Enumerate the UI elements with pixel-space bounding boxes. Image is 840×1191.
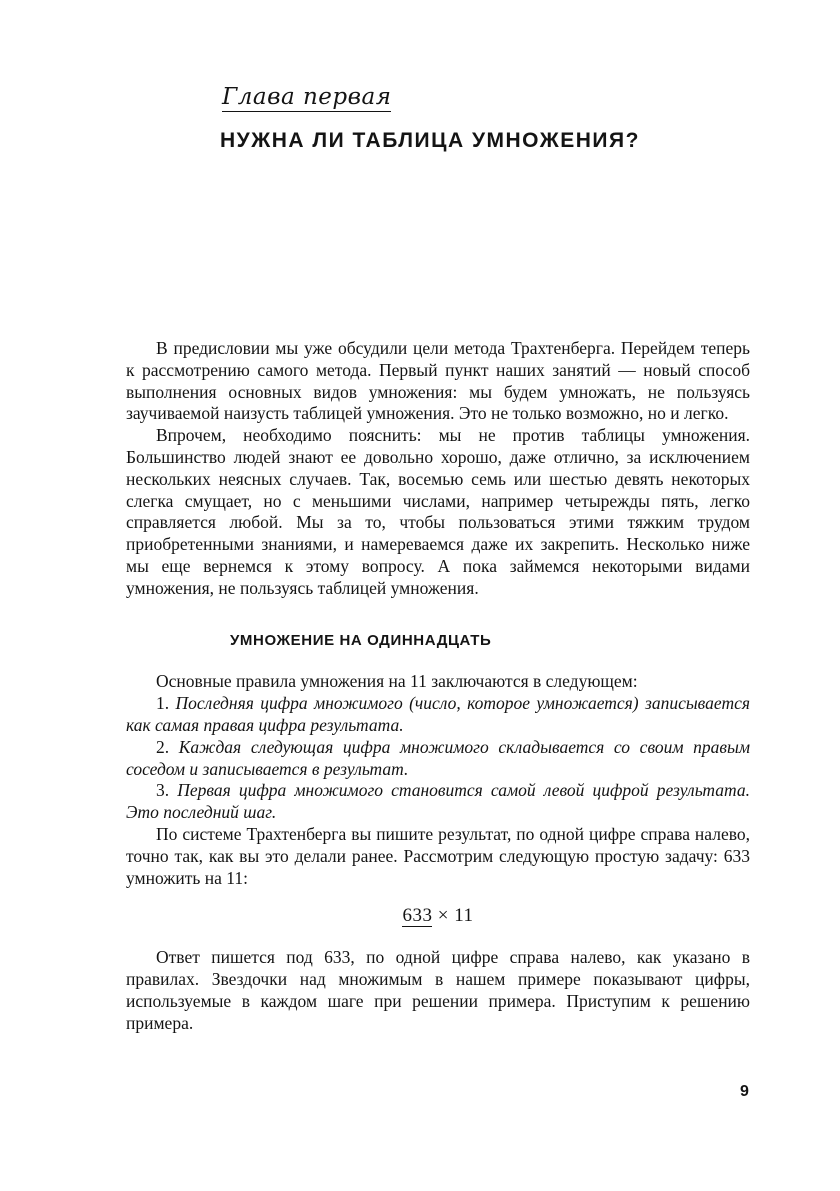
rule-2-text: Каждая следующая цифра множимого складывается со своим правым соседом и записывается в результат. xyxy=(126,736,751,779)
rule-3-number: 3. xyxy=(156,780,170,801)
rule-3 xyxy=(126,780,750,824)
formula-multiplicand: 633 xyxy=(402,905,433,927)
formula-multiplier: 11 xyxy=(454,905,474,927)
rule-1-text: Последняя цифра множимого (число, которое умножается) записывается как самая правая цифра результата. xyxy=(126,693,750,735)
rule-1-number: 1. xyxy=(156,693,170,714)
rule-2 xyxy=(126,737,750,781)
rule-3-text: Первая цифра множимого становится самой левой цифрой результата. Это последний шаг. xyxy=(126,780,751,823)
section-heading: УМНОЖЕНИЕ НА ОДИННАДЦАТЬ xyxy=(230,631,492,649)
page-number: 9 xyxy=(740,1083,749,1100)
formula-operator: × xyxy=(437,905,449,927)
rules-intro: Основные правила умножения на 11 заключаются в следующем: xyxy=(156,671,638,692)
body-text xyxy=(126,338,750,1034)
rule-1 xyxy=(126,693,750,737)
rule-2-number: 2. xyxy=(156,736,170,757)
chapter-label: Глава первая xyxy=(222,84,392,110)
explanation-paragraph: По системе Трахтенберга вы пишите результат, по одной цифре справа налево, точно так, как вы это делали ранее. Рассмотрим следующую простую задачу: 633 умножить на 11: xyxy=(126,823,750,888)
paragraph-clarification: Впрочем, необходимо пояснить: мы не против таблицы умножения. Большинство людей знают ее довольно хорошо, даже отлично, за исключением нескольких неясных случаев. Так, восемью семь или шестью девять некоторых слегка смущает, но с меньшими числами, например четырежды пять, легко справляется любой. Мы за то, чтобы пользоваться этими тяжким трудом приобретенными знаниями, и намереваемся даже их закрепить. Несколько ниже мы еще вернемся к этому вопросу. А пока займемся некоторыми видами умножения, не пользуясь таблицей умножения. xyxy=(126,425,750,598)
example-formula xyxy=(126,905,750,927)
chapter-title: НУЖНА ЛИ ТАБЛИЦА УМНОЖЕНИЯ? xyxy=(220,129,640,152)
closing-paragraph: Ответ пишется под 633, по одной цифре справа налево, как указано в правилах. Звездочки над множимым в нашем примере показывают цифры, используемые в каждом шаге при решении примера. Приступим к решению примера. xyxy=(126,947,750,1033)
paragraph-intro: В предисловии мы уже обсудили цели метода Трахтенберга. Перейдем теперь к рассмотрению самого метода. Первый пункт наших занятий — новый способ выполнения основных видов умножения: мы будем умножать, не пользуясь заучиваемой наизусть таблицей умножения. Это не только возможно, но и легко. xyxy=(126,338,750,424)
